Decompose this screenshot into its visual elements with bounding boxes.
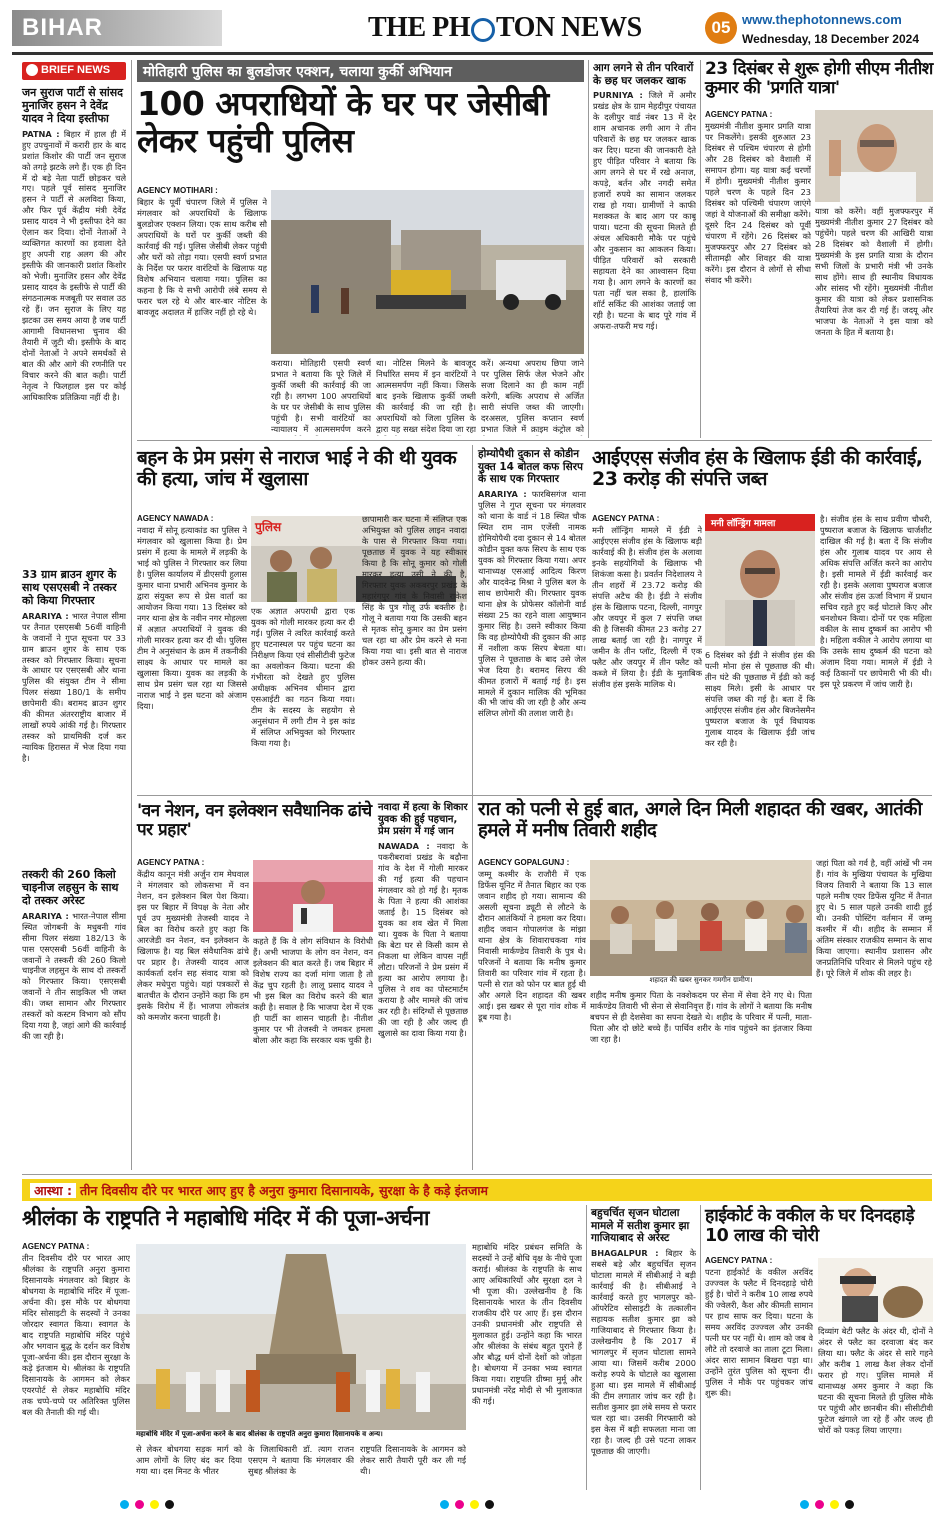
registration-mark — [165, 1500, 174, 1509]
story-body: भारत-नेपाल सीमा स्थित जोगबनी के मधुबनी गांव सीमा पिलर संख्या 182/13 के पास एसएसबी 56वीं वाहिनी के जवानों ने तस्करी की 260 किलो चाइनीज लहसुन के साथ दो तस्करों को गिरफ्तार किया। एसएसबी जवानों ने तीन साइकिल भी जब्त की। जब्त सामान और गिरफ्तार तस्करों को कस्टम विभाग को सौंप दिया गया है, जहां आगे की कार्रवाई की जा रही है। — [22, 910, 126, 1042]
story-body: बिहार में हाल ही में हुए उपचुनावों में करारी हार के बाद प्रशांत किशोर की पार्टी जन सुराज को तगड़े झटके लगे हैं। एक ही दिन में दो बड़े नेता पार्टी छोड़कर चले गए। पहले पूर्व सांसद मुनाजिर हसन ने पार्टी से अलविदा किया, और फिर पूर्व केंद्रीय मंत्री देवेंद्र प्रसाद यादव ने भी इस्तीफा देने का ऐलान कर दिया। दोनों नेताओं ने व्यक्तिगत कारणों का हवाला देते हुए अपनी राह अलग की और इस्तीफे की जानकारी प्रशांत किशोर को भेजी। मुनाजिर हसन और देवेंद्र प्रसाद यादव के इस्तीफे से पार्टी की संगठनात्मक मजबूती पर सवाल उठ रहे हैं। जन सुराज के लिए यह झटका उस समय आया है जब पार्टी आगामी विधानसभा चुनाव की तैयारी में जुटी थी। इस्तीफे के बाद दोनों नेताओं ने अपने समर्थकों से बात की और आगे की रणनीति पर विचार करने की बात कही। पार्टी नेतृत्व ने फिलहाल इस पर कोई आधिकारिक प्रतिक्रिया नहीं दी है। — [22, 128, 126, 403]
ed-col-2: 6 दिसंबर को ईडी ने संजीव हंस की पत्नी मोना हंस से पूछताछ की थी। तीन घंटे की पूछताछ में ईडी को कई साक्ष्य मिले। इसी के आधार पर संपत्ति जब्त की गई है। बता दें कि आईएएस संजीव हंस और बिजनेसमैन पुष्पराज बजाज के पूर्व विधायक गुलाब यादव के खिलाफ ईडी जांच कर रही है। — [705, 650, 815, 748]
sri-col-3: के जिलाधिकारी डॉ. त्याग राजन एसएम ने बताया कि मंगलवार की सुबह श्रीलंका के — [248, 1444, 354, 1476]
registration-mark — [800, 1500, 809, 1509]
page-number: 05 — [705, 12, 737, 44]
lead-col-3: था। नोटिस मिलने के बावजूद निर्धारित समय में इन वारंटियों ने आत्मसमर्पण नहीं किया। जिसके बाद इनके खिलाफ कुर्की जब्ती की कार्रवाई की जा रही है। अपराधियों को जिला पुलिस के द्वारा यह सख्त संदेश दिया जा रहा — [376, 358, 476, 434]
ed-col-3: है। संजीव हंस के साथ प्रवीण चौधरी, पुष्पराज बजाज के खिलाफ चार्जशीट दाखिल की गई है। बता दें कि संजीव हंस और गुलाब यादव पर आय से अधिक संपत्ति अर्जित करने का आरोप है। इसी मामले में ईडी कार्रवाई कर रही है। इसके अलावा पुष्पराज बजाज और संजीव हंस ऊर्जा विभाग में प्रधान सचिव रहते हुए कई घोटाले किए और धनशोधन किया। दोनों पर एक महिला वकील के साथ दुष्कर्म का आरोप भी है। महिला वकील ने आरोप लगाया था कि उसके साथ दुष्कर्म की घटना को अंजाम दिया गया। मामले में ईडी ने कई ठिकानों पर छापेमारी भी की थी। इस पूरे प्रकरण में जांच जारी है। — [820, 514, 932, 689]
registration-mark — [120, 1500, 129, 1509]
registration-mark — [470, 1500, 479, 1509]
registration-mark — [440, 1500, 449, 1509]
brief-news-badge: BRIEF NEWS — [22, 62, 126, 80]
divider — [700, 1205, 701, 1490]
headline: होम्योपैथी दुकान से कोडीन युक्त 14 बोतल कफ सिरप के साथ एक गिरफ्तार — [478, 448, 583, 486]
love-col-1: AGENCY NAWADA : नवादा में सोनू हत्याकांड का पुलिस ने मंगलवार को खुलासा किया है। प्रेम प्रसंग में हत्या के मामले में लड़की के भाई को पुलिस ने गिरफ्तार कर लिया है। पुलिस कार्यालय में डीएसपी हुलास कुमार थाना प्रभारी अभिनव कुमार के द्वारा संयुक्त रूप से प्रेस वार्ता का आयोजन किया गया। 13 दिसंबर को नगर थाना क्षेत्र के नवीन नगर मोहल्ला में अज्ञात अपराधियों ने युवक की गोली मारकर हत्या कर दी थी। पुलिस टीम ने अनुसंधान के क्रम में तकनीकी साक्ष्य के आधार पर मामले का खुलासा किया। युवक का लड़की के साथ प्रेम प्रसंग चल रहा था जिससे नाराज भाई ने इस घटना को अंजाम दिया। — [137, 514, 247, 711]
headline: नवादा में हत्या के शिकार युवक की हुई पहचान, प्रेम प्रसंग में गई जान — [378, 802, 468, 837]
nitish-photo — [815, 110, 933, 202]
court-col-1: AGENCY PATNA : पटना हाईकोर्ट के वकील अरविंद उज्ज्वल के फ्लैट में दिनदहाड़े चोरी हुई है। चोरों ने करीब 10 लाख रुपये की ज्वेलरी, कैश और कीमती सामान पर हाथ साफ कर दिया। घटना के समय अरविंद उज्ज्वल और उनकी पत्नी घर पर नहीं थे। शाम को जब वे लौटे तो दरवाजे का ताला टूटा मिला। अंदर सारा सामान बिखरा पड़ा था। उन्होंने तुरंत पुलिस को सूचना दी। पुलिस ने मौके पर पहुंचकर जांच शुरू की। — [705, 1256, 813, 1398]
martyr-col-2: शहीद मनीष कुमार पिता के नक्शेकदम पर सेना में सेवा देने गए थे। पिता मार्कण्डेय तिवारी भी सेना से सेवानिवृत्त हैं। गांव के लोगों ने बताया कि मनीष बचपन से ही देशसेवा का सपना देखते थे। शहीद के परिवार में पत्नी, माता-पिता और दो छोटे बच्चे हैं। पार्थिव शरीर के गांव पहुंचने का इंतजार किया जा रहा है। — [590, 990, 812, 1044]
villagers-photo — [590, 860, 812, 986]
registration-mark — [455, 1500, 464, 1509]
srijan-story: बहुचर्चित सृजन घोटाला मामले में सतीश कुमार झा गाजियाबाद से अरेस्ट BHAGALPUR : बिहार के सबसे बड़े और बहुचर्चित सृजन घोटाला मामले में सीबीआई ने बड़ी कार्रवाई की है। सीबीआई ने कार्रवाई करते हुए भागलपुर को-ऑपरेटिव सोसाइटी के तत्कालीन सहायक सतीश कुमार झा को गाजियाबाद से गिरफ्तार किया है। उल्लेखनीय है कि 2017 में भागलपुर में सृजन घोटाला सामने आया था। जिसमें करीब 2000 करोड़ रुपये के घोटाले का खुलासा हुआ था। इस मामले में सीबीआई की टीम लगातार जांच कर रही है। सतीश कुमार झा लंबे समय से फरार चल रहा था। उसकी गिरफ्तारी को इस केस में बड़ी सफलता माना जा रहा है। जल्द ही उसे पटना लाकर पूछताछ की जाएगी। — [591, 1207, 696, 1456]
divider — [137, 795, 932, 796]
codeine-story: होम्योपैथी दुकान से कोडीन युक्त 14 बोतल कफ सिरप के साथ एक गिरफ्तार ARARIYA : फारबिसगंज थाना पुलिस ने गुप्त सूचना पर मंगलवार को थाना के वार्ड नं 18 स्थित चौक स्थित राम नाम एजेंसी नामक होमियोपैथी दवा दुकान से 14 बोतल कोडीन युक्त कफ सिरप के साथ एक युवक को गिरफ्तार किया गया। अपर थानाध्यक्ष एसआई आदित्य किरण और यादवेन्द्र मिश्रा ने पुलिस बल के साथ छापेमारी की। गिरफ्तार युवक थाना क्षेत्र के प्रोफेसर कॉलोनी वार्ड संख्या 25 का रहने वाला आयुष्मान कुमार सिंह है। उसने स्वीकार किया कि वह होम्योपैथी की दुकान की आड़ में नशीला कफ सिरप बेचता था। पुलिस ने पूछताछ के बाद उसे जेल भेज दिया है। बरामद सिरप की कीमत हजारों में बताई गई है। इस मामले में दुकान मालिक की भूमिका की भी जांच की जा रही है और अन्य संलिप्त लोगों की तलाश जारी है। — [478, 448, 586, 719]
registration-mark — [830, 1500, 839, 1509]
lead-col-2: कराया। मोतिहारी एसपी स्वर्ण प्रभात ने बताया कि पूरे जिले में कुर्की जब्ती की कार्रवाई की जा रही है। लगभग 100 अपराधियों के घर पर जेसीबी के साथ पुलिस पहुंची है। सभी वारंटियों का न्यायालय में आत्मसमर्पण करने — [271, 358, 371, 434]
brief-icon — [26, 64, 38, 76]
registration-mark — [485, 1500, 494, 1509]
fire-story: आग लगने से तीन परिवारों के छह घर जलकर खाक PURNIYA : जिले में अमौर प्रखंड क्षेत्र के ग्राम मेहदीपुर पंचायत के दलीपुर वार्ड नंबर 13 में देर शाम अचानक लगी आग ने तीन परिवारों के छह घर जलकर खाक कर दिए। घटना की जानकारी देते हुए पीड़ित परिवार ने बताया कि आग लगने से घर में रखे अनाज, कपड़े, बर्तन और नगदी समेत हजारों रुपये का सामान जलकर राख हो गया। ग्रामीणों ने काफी मशक्कत के बाद आग पर काबू पाया। घटना की सूचना मिलते ही अंचल अधिकारी मौके पर पहुंचे और नुकसान का आकलन किया। पीड़ित परिवारों को सरकारी सहायता देने का आश्वासन दिया गया है। आग लगने के कारणों का पता नहीं चल सका है, हालांकि शॉर्ट सर्किट की आशंका जताई जा रही है। घटना के बाद पूरे गांव में अफरा-तफरी मच गई। — [593, 62, 696, 331]
ed-col-1: AGENCY PATNA : मनी लॉन्ड्रिंग मामले में ईडी ने आईएएस संजीव हंस के खिलाफ बड़ी कार्रवाई की है। संजीव हंस के अलावा इनके सहयोगियों के खिलाफ भी शिकंजा कसा है। प्रवर्तन निदेशालय ने तीन शहरों में 23.72 करोड़ की संपत्ति अटैच की है। ईडी ने संजीव हंस के खिलाफ पटना, दिल्ली, नागपुर और जयपुर में कुल 7 संपत्ति जब्त की है जिसकी कीमत 23 करोड़ 27 लाख बताई जा रही है। नागपुर में जमीन के तीन प्लॉट, दिल्ली में एक फ्लैट और जयपुर में तीन फ्लैट को कब्जे में लिया है। ईडी के मुताबिक संजीव हंस इसके मालिक थे। — [592, 514, 702, 689]
top-rule — [12, 52, 933, 55]
divider — [472, 445, 473, 1170]
registration-mark — [845, 1500, 854, 1509]
martyr-headline: रात को पत्नी से हुई बात, अगले दिन मिली शहादत की खबर, आतंकी हमले में मनीष तिवारी शहीद — [478, 799, 922, 841]
registration-mark — [815, 1500, 824, 1509]
lead-col-4: करें। अन्यथा अपराध छिपा जाने पर पुलिस सिर्फ जेल भेजने और सजा दिलाने का ही काम नहीं करेगी, बल्कि अपराध से अर्जित सारी संपत्ति जब्त की जाएगी। दरअसल, पुलिस कप्तान स्वर्ण प्रभात जिले में क्राइम कंट्रोल को — [481, 358, 584, 434]
mahabodhi-photo — [136, 1244, 466, 1440]
sri-col-5: महाबोधि मंदिर प्रबंधन समिति के सदस्यों ने उन्हें बोधि वृक्ष के नीचे पूजा कराई। श्रीलंका के राष्ट्रपति के साथ आए अधिकारियों और सुरक्षा दल ने भी पूजा की। उल्लेखनीय है कि दिसानायके भारत के तीन दिवसीय राजकीय दौरे पर आए हैं। इस दौरान उनकी प्रधानमंत्री और राष्ट्रपति से मुलाकात हुई। उन्होंने कहा कि भारत और श्रीलंका के संबंध बहुत पुराने हैं और बौद्ध धर्म दोनों देशों को जोड़ता है। बोधगया में उनका भव्य स्वागत किया गया। राष्ट्रपति ग्रीष्मा मुर्मू और प्रधानमंत्री नरेंद्र मोदी से भी मुलाकात की गई। — [472, 1242, 582, 1406]
sri-col-1: AGENCY PATNA : तीन दिवसीय दौरे पर भारत आए श्रीलंका के राष्ट्रपति अनुरा कुमारा दिसानायके मंगलवार को बिहार के बोधगया के महाबोधि मंदिर में पूजा-अर्चना की। इस मौके पर बोधगया मंदिर सोसाइटी के सदस्यों ने उनका जोरदार स्वागत किया। स्वागत के बाद राष्ट्रपति महाबोधि मंदिर पहुंचे और भगवान बुद्ध के दर्शन कर विशेष पूजा-अर्चना की। इस दौरान सुरक्षा के कड़े इंतजाम थे। श्रीलंका के राष्ट्रपति दिसानायके के आगमन को लेकर एयरपोर्ट से लेकर महाबोधि मंदिर तक चप्पे-चप्पे पर अतिरिक्त पुलिस बल की तैनाती की गई थी। — [22, 1242, 130, 1417]
sri-col-4: राष्ट्रपति दिसानायके के आगमन को लेकर सारी तैयारी पूरी कर ली गई थी। — [360, 1444, 466, 1476]
newspaper-name: THE PH TON NEWS — [368, 12, 642, 43]
bulldozer-photo — [271, 190, 584, 354]
forest-headline: 'वन नेशन, वन इलेक्शन सवैधानिक ढांचे पर प्रहार' — [137, 801, 372, 841]
headline: जन सुराज पार्टी से सांसद मुनाजिर हसन ने देवेंद्र यादव ने दिया इस्तीफा — [22, 86, 124, 126]
photo-caption: महाबोधि मंदिर में पूजा-अर्चना करने के बाद श्रीलंका के राष्ट्रपति अनुरा कुमारा दिसानायके व अन्य। — [136, 1430, 466, 1440]
lead-col-1: AGENCY MOTIHARI : बिहार के पूर्वी चंपारण जिले में पुलिस ने मंगलवार को अपराधियों के खिलाफ बुलडोजर एक्शन लिया। एक साथ करीब सौ अपराधियों के घरों पर कुर्की जब्ती की कार्रवाई की गई। पुलिस जेसीबी लेकर पहुंची और घरों को तोड़ा गया। एसपी स्वर्ण प्रभात के निर्देश पर फरार वारंटियों के खिलाफ यह विशेष अभियान चलाया गया। पुलिस का कहना है कि ये सभी आरोपी लंबे समय से फरार चल रहे थे और बार-बार नोटिस के बावजूद अदालत में हाजिर नहीं हो रहे थे। — [137, 186, 267, 317]
court-headline: हाईकोर्ट के वकील के घर दिनदहाड़े 10 लाख की चोरी — [705, 1206, 915, 1246]
brief-story-2: 33 ग्राम ब्राउन शुगर के साथ एसएसबी ने तस्कर को किया गिरफ्तार ARARIYA : भारत नेपाल सीमा पर तैनात एसएसबी 56वीं वाहिनी के जवानों ने गुप्त सूचना पर 33 ग्राम ब्राउन शुगर के साथ एक तस्कर को गिरफ्तार किया। सूचना के आधार पर एसएसबी और थाना पुलिस की संयुक्त टीम ने सीमा पिलर संख्या 180/1 के समीप छापेमारी की। बरामद ब्राउन शुगर की कीमत अंतरराष्ट्रीय बाजार में लाखों रुपये आंकी गई है। गिरफ्तार तस्कर को प्राथमिकी दर्ज कर न्यायिक हिरासत में भेज दिया गया है। — [22, 568, 126, 764]
brief-story-3: तस्करी की 260 किलो चाइनीज लहसुन के साथ दो तस्कर अरेस्ट ARARIYA : भारत-नेपाल सीमा स्थित जोगबनी के मधुबनी गांव सीमा पिलर संख्या 182/13 के पास एसएसबी 56वीं वाहिनी के जवानों ने तस्करी की 260 किलो चाइनीज लहसुन के साथ दो तस्करों को गिरफ्तार किया। एसएसबी जवानों ने तीन साइकिल भी जब्त की। जब्त सामान और गिरफ्तार तस्करों को कस्टम विभाग को सौंप दिया गया है, जहां आगे की कार्रवाई की जा रही है। — [22, 868, 126, 1042]
section-bar: आस्था : तीन दिवसीय दौरे पर भारत आए हुए है अनुरा कुमारा दिसानायके, सुरक्षा के है कड़े इंतजाम — [22, 1179, 932, 1201]
divider — [700, 60, 701, 438]
headline: 33 ग्राम ब्राउन शुगर के साथ एसएसबी ने तस्कर को किया गिरफ्तार — [22, 568, 117, 608]
story-body: भारत नेपाल सीमा पर तैनात एसएसबी 56वीं वाहिनी के जवानों ने गुप्त सूचना पर 33 ग्राम ब्राउन शुगर के साथ एक तस्कर को गिरफ्तार किया। सूचना के आधार पर एसएसबी और थाना पुलिस की संयुक्त टीम ने सीमा पिलर संख्या 180/1 के समीप छापेमारी की। बरामद ब्राउन शुगर की कीमत अंतरराष्ट्रीय बाजार में लाखों रुपये आंकी गई है। गिरफ्तार तस्कर को प्राथमिकी दर्ज कर न्यायिक हिरासत में भेज दिया गया है। — [22, 610, 126, 764]
ed-headline: आईएएस संजीव हंस के खिलाफ ईडी की कार्रवाई, 23 करोड़ की संपत्ति जब्त — [592, 447, 923, 491]
logo-o-icon — [471, 18, 495, 42]
tejashwi-photo — [253, 860, 373, 932]
nawada-story: नवादा में हत्या के शिकार युवक की हुई पहचान, प्रेम प्रसंग में गई जान NAWADA : नवादा के पकरीबरावां प्रखंड के बढ़ौना गांव के देश में गोली मारकर की गई हत्या की पहचान मंगलवार को हो गई है। मृतक के पिता ने हत्या की आशंका जताई है। 15 दिसंबर को युवक का शव खेत में मिला था। युवक के पिता ने बताया कि बेटा घर से किसी काम से निकला था लेकिन वापस नहीं लौटा। परिजनों ने प्रेम प्रसंग में हत्या का आरोप लगाया है। पुलिस ने शव का पोस्टमार्टम कराया है और मामले की जांच कर रही है। संदिग्धों से पूछताछ की जा रही है और जल्द ही खुलासे का दावा किया गया है। — [378, 802, 468, 1038]
court-col-2: दिव्यांग बेटी फ्लैट के अंदर थी, दोनों ने अंदर से फ्लैट का दरवाजा बंद कर लिया था। फ्लैट के अंदर से सारे गहने और करीब 1 लाख कैश लेकर दोनों फरार हो गए। पुलिस मामले में थानाध्यक्ष अमर कुमार ने कहा कि घटना की सूचना मिलते ही पुलिस मौके पर पहुंची और छानबीन की। सीसीटीवी फुटेज खंगाले जा रहे हैं और जल्द ही चोरों को पकड़ लिया जाएगा। — [818, 1326, 933, 1435]
lead-strap: मोतिहारी पुलिस का बुलडोजर एक्शन, चलाया कुर्की अभियान — [137, 60, 584, 82]
headline: आग लगने से तीन परिवारों के छह घर जलकर खाक — [593, 62, 694, 87]
headline: बहुचर्चित सृजन घोटाला मामले में सतीश कुमार झा गाजियाबाद से अरेस्ट — [591, 1207, 690, 1245]
divider — [22, 1174, 932, 1175]
cm-headline: 23 दिसंबर से शुरू होगी सीएम नीतीश कुमार की 'प्रगति यात्रा' — [705, 59, 933, 99]
thief-illustration — [818, 1258, 933, 1322]
registration-mark — [150, 1500, 159, 1509]
love-col-2: एक अज्ञात अपराधी द्वारा एक युवक को गोली मारकर हत्या कर दी गई। पुलिस ने त्वरित कार्रवाई करते हुए घटनास्थल पर पहुंच घटना का निरीक्षण किया एवं सीसीटीवी फुटेज का अवलोकन किया। घटना की गंभीरता को देखते हुए पुलिस अधीक्षक अभिनव धीमान द्वारा एसआईटी का गठन किया गया। टीम के सदस्य के सहयोग से अनुसंधान में लगी टीम ने इस कांड में संलिप्त अभियुक्त को गिरफ्तार किया गया है। — [251, 606, 355, 748]
lead-headline: 100 अपराधियों के घर पर जेसीबी लेकर पहुंची पुलिस — [137, 84, 549, 160]
divider — [588, 60, 589, 438]
love-headline: बहन के प्रेम प्रसंग से नाराज भाई ने की थी युवक की हत्या, जांच में खुलासा — [137, 447, 457, 491]
ed-photo — [705, 514, 815, 646]
cm-col-1: AGENCY PATNA : मुख्यमंत्री नीतीश कुमार प्रगति यात्रा पर निकलेंगे। इसकी शुरुआत 23 दिसंबर से पश्चिम चंपारण से होगी और 28 दिसंबर को वैशाली में समापन होगा। यह यात्रा कई चरणों में होगी। मुख्यमंत्री नीतीश कुमार पहले चरण के पहले दिन 23 दिसंबर को पश्चिमी चंपारण जाएंगे जहां वे योजनाओं की समीक्षा करेंगे। दूसरे दिन 24 दिसंबर को पूर्वी चंपारण में रहेंगे। 26 दिसंबर को मुजफ्फरपुर और 27 दिसंबर को सीतामढ़ी और शिवहर की यात्रा करेंगे। इस दौरान वे लोगों से सीधा संवाद भी करेंगे। — [705, 110, 811, 285]
section-label: BIHAR — [12, 10, 222, 46]
love-col-3: छापामारी कर घटना में संलिप्त एक अभियुक्त को पुलिस लाइन नवादा के पास से गिरफ्तार किया गया। पूछताछ में युवक ने यह स्वीकार किया है कि सोनू कुमार को गोली मारकर हत्या उसी ने की है, गिरफ्तार युवक अकबरपुर प्रखंड के महारंगपुर गांव के निवासी राकेश सिंह के पुत्र गोलू उर्फ बक्तीरु है। गोलू ने बताया गया कि उसकी बहन से मृतक सोनू कुमार का प्रेम प्रसंग चल रहा था और प्रेम करने से मना किया गया था। इसी बात से नाराज होकर उसने हत्या की। — [362, 514, 467, 667]
photo-caption: शहादत की खबर सुनकर गमगीन ग्रामीण। — [590, 976, 812, 986]
divider — [131, 60, 132, 1170]
website-link[interactable]: www.thephotonnews.com — [742, 12, 902, 27]
sri-headline: श्रीलंका के राष्ट्रपति ने महाबोधि मंदिर में की पूजा-अर्चना — [22, 1206, 429, 1230]
divider — [586, 1205, 587, 1490]
brief-story-1: जन सुराज पार्टी से सांसद मुनाजिर हसन ने देवेंद्र यादव ने दिया इस्तीफा PATNA : बिहार में हाल ही में हुए उपचुनावों में करारी हार के बाद प्रशांत किशोर की पार्टी जन सुराज को तगड़े झटके लगे हैं। एक ही दिन में दो बड़े नेता पार्टी छोड़कर चले गए। पहले पूर्व सांसद मुनाजिर हसन ने पार्टी से अलविदा किया, और फिर पूर्व केंद्रीय मंत्री देवेंद्र प्रसाद यादव ने भी इस्तीफा देने का ऐलान कर दिया। दोनों नेताओं ने व्यक्तिगत कारणों का हवाला देते हुए अपनी राह अलग की और इस्तीफे की जानकारी प्रशांत किशोर को भेजी। मुनाजिर हसन और देवेंद्र प्रसाद यादव के इस्तीफे से पार्टी की संगठनात्मक मजबूती पर सवाल उठ रहे हैं। जन सुराज के लिए यह झटका उस समय आया है जब पार्टी आगामी विधानसभा चुनाव की तैयारी में जुटी थी। इस्तीफे के बाद दोनों नेताओं ने अपने समर्थकों से बात की और आगे की रणनीति पर विचार करने की बात कही। पार्टी नेतृत्व ने फिलहाल इस पर कोई आधिकारिक प्रतिक्रिया नहीं दी है। — [22, 86, 126, 403]
date-line: Wednesday, 18 December 2024 — [742, 32, 919, 46]
photo-label: मनी लॉन्ड्रिंग मामला — [705, 514, 815, 531]
martyr-col-1: AGENCY GOPALGUNJ : जम्मू कश्मीर के राजौरी में एक डिफेंस यूनिट में तैनात बिहार का एक जवान शहीद हो गया। सामान्य की असली सूचना ड्यूटी से लौटने के दौरान आतंकियों ने हमला कर दिया। शहीद जवान गोपालगंज के मांझा थाना क्षेत्र के शिवाराचकवा गांव निवासी मार्कण्डेय तिवारी के पुत्र थे। परिजनों ने बताया कि मनीष कुमार तिवारी का परिवार गांव में रहता है। पत्नी से रात को फोन पर बात हुई थी और अगले दिन शहादत की खबर आई। इस खबर से पूरा गांव शोक में डूब गया है। — [478, 858, 586, 1022]
photo-label: पुलिस — [255, 520, 282, 534]
forest-col-2: कहते हैं कि वे लोग संविधान के विरोधी हैं। अभी भाजपा के लोग वन नेशन, वन इलेक्शन की बात करते हैं। जब बिहार में विशेष राज्य का दर्जा मांगा जाता है तो केंद्र चुप रहती है। लालू प्रसाद यादव ने भी इस बिल का विरोध करने की बात कही है। सवाल है कि भाजपा देश में एक ही पार्टी का शासन चाहती है। नीतीश कुमार पर भी तेजस्वी ने जमकर हमला बोला और कहा कि सरकार थक चुकी है। — [253, 936, 373, 1045]
registration-mark — [135, 1500, 144, 1509]
headline: तस्करी की 260 किलो चाइनीज लहसुन के साथ दो तस्कर अरेस्ट — [22, 868, 119, 908]
martyr-col-3: जहां पिता को गर्व है, वहीं आंखें भी नम हैं। गांव के मुखिया पंचायत के मुखिया विजय तिवारी ने बताया कि 13 साल पहले मनीष एयर डिफेंस यूनिट में तैनात हुए थे। 5 साल पहले उनकी शादी हुई थी। उनकी पोस्टिंग वर्तमान में जम्मू कश्मीर में थी। शहीद के सम्मान में अंतिम संस्कार राजकीय सम्मान के साथ किया जाएगा। स्थानीय प्रशासन और जनप्रतिनिधि परिवार से मिलने पहुंच रहे हैं। पूरे जिले में शोक की लहर है। — [816, 858, 932, 978]
forest-col-1: AGENCY PATNA : केंद्रीय कानून मंत्री अर्जुन राम मेघवाल ने मंगलवार को लोकसभा में वन नेशन, वन इलेक्शन बिल पेश किया। इस पर बिहार में विपक्ष के नेता और पूर्व उप मुख्यमंत्री तेजस्वी यादव ने बिल का विरोध करते हुए कहा कि आरजेडी वन नेशन, वन इलेक्शन के खिलाफ है। यह बिल संवैधानिक ढांचे पर प्रहार है। तेजस्वी यादव आज कार्यकर्ता दर्शन सह संवाद यात्रा को लेकर मधेपुरा पहुंचे। यहां पत्रकारों से बातचीत के दौरान उन्होंने कहा कि हम इसके विरोध में हैं। भाजपा लोकतंत्र को कमजोर करना चाहती है। — [137, 858, 249, 1022]
sri-col-2: से लेकर बोधगया सड़क मार्ग को आम लोगों के लिए बंद कर दिया गया था। दस मिनट के भीतर — [136, 1444, 242, 1476]
cm-col-2: यात्रा को करेंगे। वहीं मुजफ्फरपुर में मुख्यमंत्री नीतीश कुमार 27 दिसंबर को पहुंचेंगे। पहले चरण की आखिरी यात्रा 28 दिसंबर को वैशाली में होगी। मुख्यमंत्री के इस प्रगति यात्रा के दौरान सभी जिलों के प्रभारी मंत्री भी उनके साथ होंगे। साथ ही स्थानीय विधायक और सांसद भी रहेंगे। मुख्यमंत्री नीतीश कुमार की यात्रा को लेकर प्रशासनिक तैयारियां तेज कर दी गई हैं। जदयू और भाजपा के नेताओं ने इस यात्रा को जनता के हित में बताया है। — [815, 206, 933, 337]
